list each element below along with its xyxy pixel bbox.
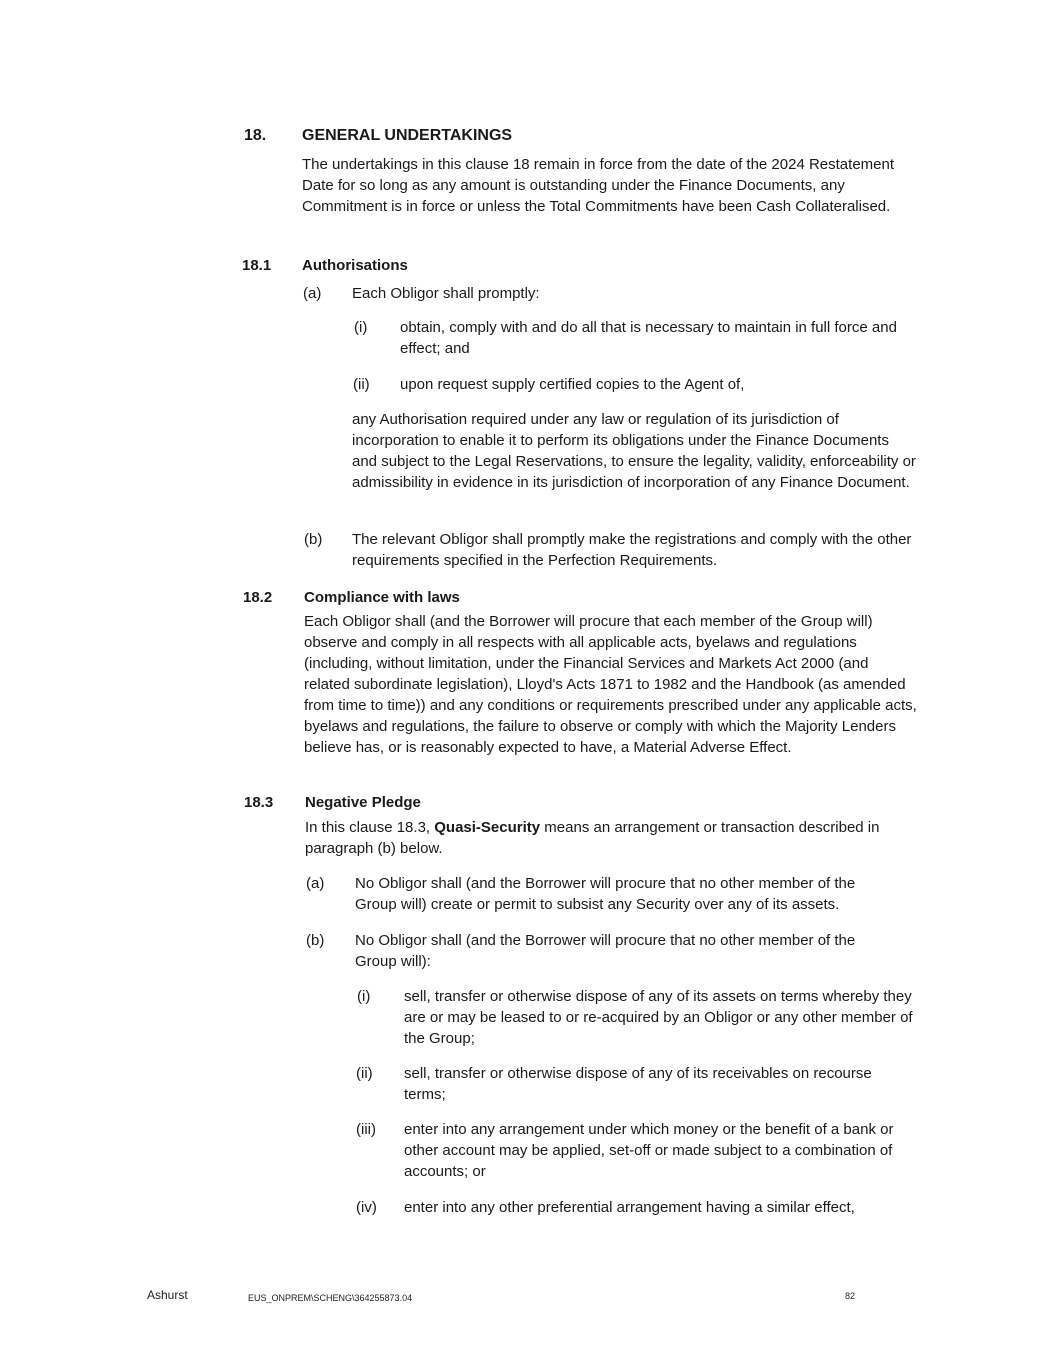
clause-18-3-a-label: (a)	[306, 875, 325, 892]
clause-18-3-b-text: No Obligor shall (and the Borrower will procure that no other member of the Group will):	[355, 932, 856, 970]
clause-18-3-title: Negative Pledge	[305, 794, 421, 811]
clause-18-1-b-label: (b)	[304, 531, 323, 548]
clause-18-1-a-i-text: obtain, comply with and do all that is necessary to maintain in full force and effect; and	[400, 319, 897, 357]
clause-18-3-b-iv-label: (iv)	[356, 1199, 377, 1216]
defined-term-quasi-security: Quasi-Security	[434, 819, 541, 836]
clause-18-3-b-ii-label: (ii)	[356, 1065, 373, 1082]
footer-doc-ref: EUS_ONPREM\SCHENG\364255873.04	[248, 1293, 413, 1303]
footer-page-number: 82	[845, 1291, 856, 1301]
section-title: GENERAL UNDERTAKINGS	[302, 127, 513, 144]
footer-firm: Ashurst	[147, 1288, 188, 1302]
clause-18-3-b-i-label: (i)	[357, 988, 371, 1005]
section-intro: The undertakings in this clause 18 remain in force from the date of the 2024 Restatement Date for so long as any amount is outstanding under the Finance Documents, any Commitment is in force or unless the Total Commitments have been Cash Collateralised.	[302, 156, 895, 215]
clause-18-1-a-label: (a)	[303, 285, 322, 302]
clause-18-1-a-i-label: (i)	[354, 319, 368, 336]
clause-18-1-number: 18.1	[242, 257, 272, 274]
clause-18-1-title: Authorisations	[302, 257, 408, 274]
clause-18-3-b-iii-text: enter into any arrangement under which money or the benefit of a bank or other account may be applied, set-off or made subject to a combination of accounts; or	[404, 1121, 894, 1180]
clause-18-2-number: 18.2	[243, 589, 273, 606]
intro-before: In this clause 18.3,	[305, 819, 435, 836]
clause-18-3-b-i-text: sell, transfer or otherwise dispose of any of its assets on terms whereby they are or may be leased to or re-acquired by an Obligor or any other member of the Group;	[404, 988, 913, 1047]
clause-18-3-intro	[305, 817, 910, 859]
intro-after: means an arrangement or transaction described in paragraph (b) below.	[305, 819, 880, 857]
clause-18-3-a-text: No Obligor shall (and the Borrower will procure that no other member of the Group will) create or permit to subsist any Security over any of its assets.	[355, 875, 856, 913]
clause-18-1-tail: any Authorisation required under any law or regulation of its jurisdiction of incorporation to enable it to perform its obligations under the Finance Documents and subject to the Legal Reservations, to ensure the legality, validity, enforceability or admissibility in evidence in its jurisdiction of incorporation of any Finance Document.	[352, 411, 916, 491]
clause-18-1-a-ii-text: upon request supply certified copies to the Agent of,	[400, 376, 745, 393]
clause-18-2-title: Compliance with laws	[304, 589, 460, 606]
clause-18-1-a-text: Each Obligor shall promptly:	[352, 285, 540, 302]
clause-18-3-b-iii-label: (iii)	[356, 1121, 376, 1138]
clause-18-1-b-text: The relevant Obligor shall promptly make the registrations and comply with the other requirements specified in the Perfection Requirements.	[352, 531, 912, 569]
clause-18-3-b-label: (b)	[306, 932, 325, 949]
clause-18-2-text: Each Obligor shall (and the Borrower will procure that each member of the Group will) observe and comply in all respects with all applicable acts, byelaws and regulations (including, without limitation, under the Financial Services and Markets Act 2000 (and related subordinate legislation), Lloyd's Acts 1871 to 1982 and the Handbook (as amended from time to time)) and any conditions or requirements prescribed under any applicable acts, byelaws and regulations, the failure to observe or comply with which the Majority Lenders believe has, or is reasonably expected to have, a Material Adverse Effect.	[304, 613, 917, 756]
clause-18-3-b-ii-text: sell, transfer or otherwise dispose of any of its receivables on recourse terms;	[404, 1065, 872, 1103]
clause-18-3-number: 18.3	[244, 794, 274, 811]
section-number: 18.	[244, 127, 267, 144]
clause-18-1-a-ii-label: (ii)	[353, 376, 370, 393]
clause-18-3-b-iv-text: enter into any other preferential arrangement having a similar effect,	[404, 1199, 855, 1216]
